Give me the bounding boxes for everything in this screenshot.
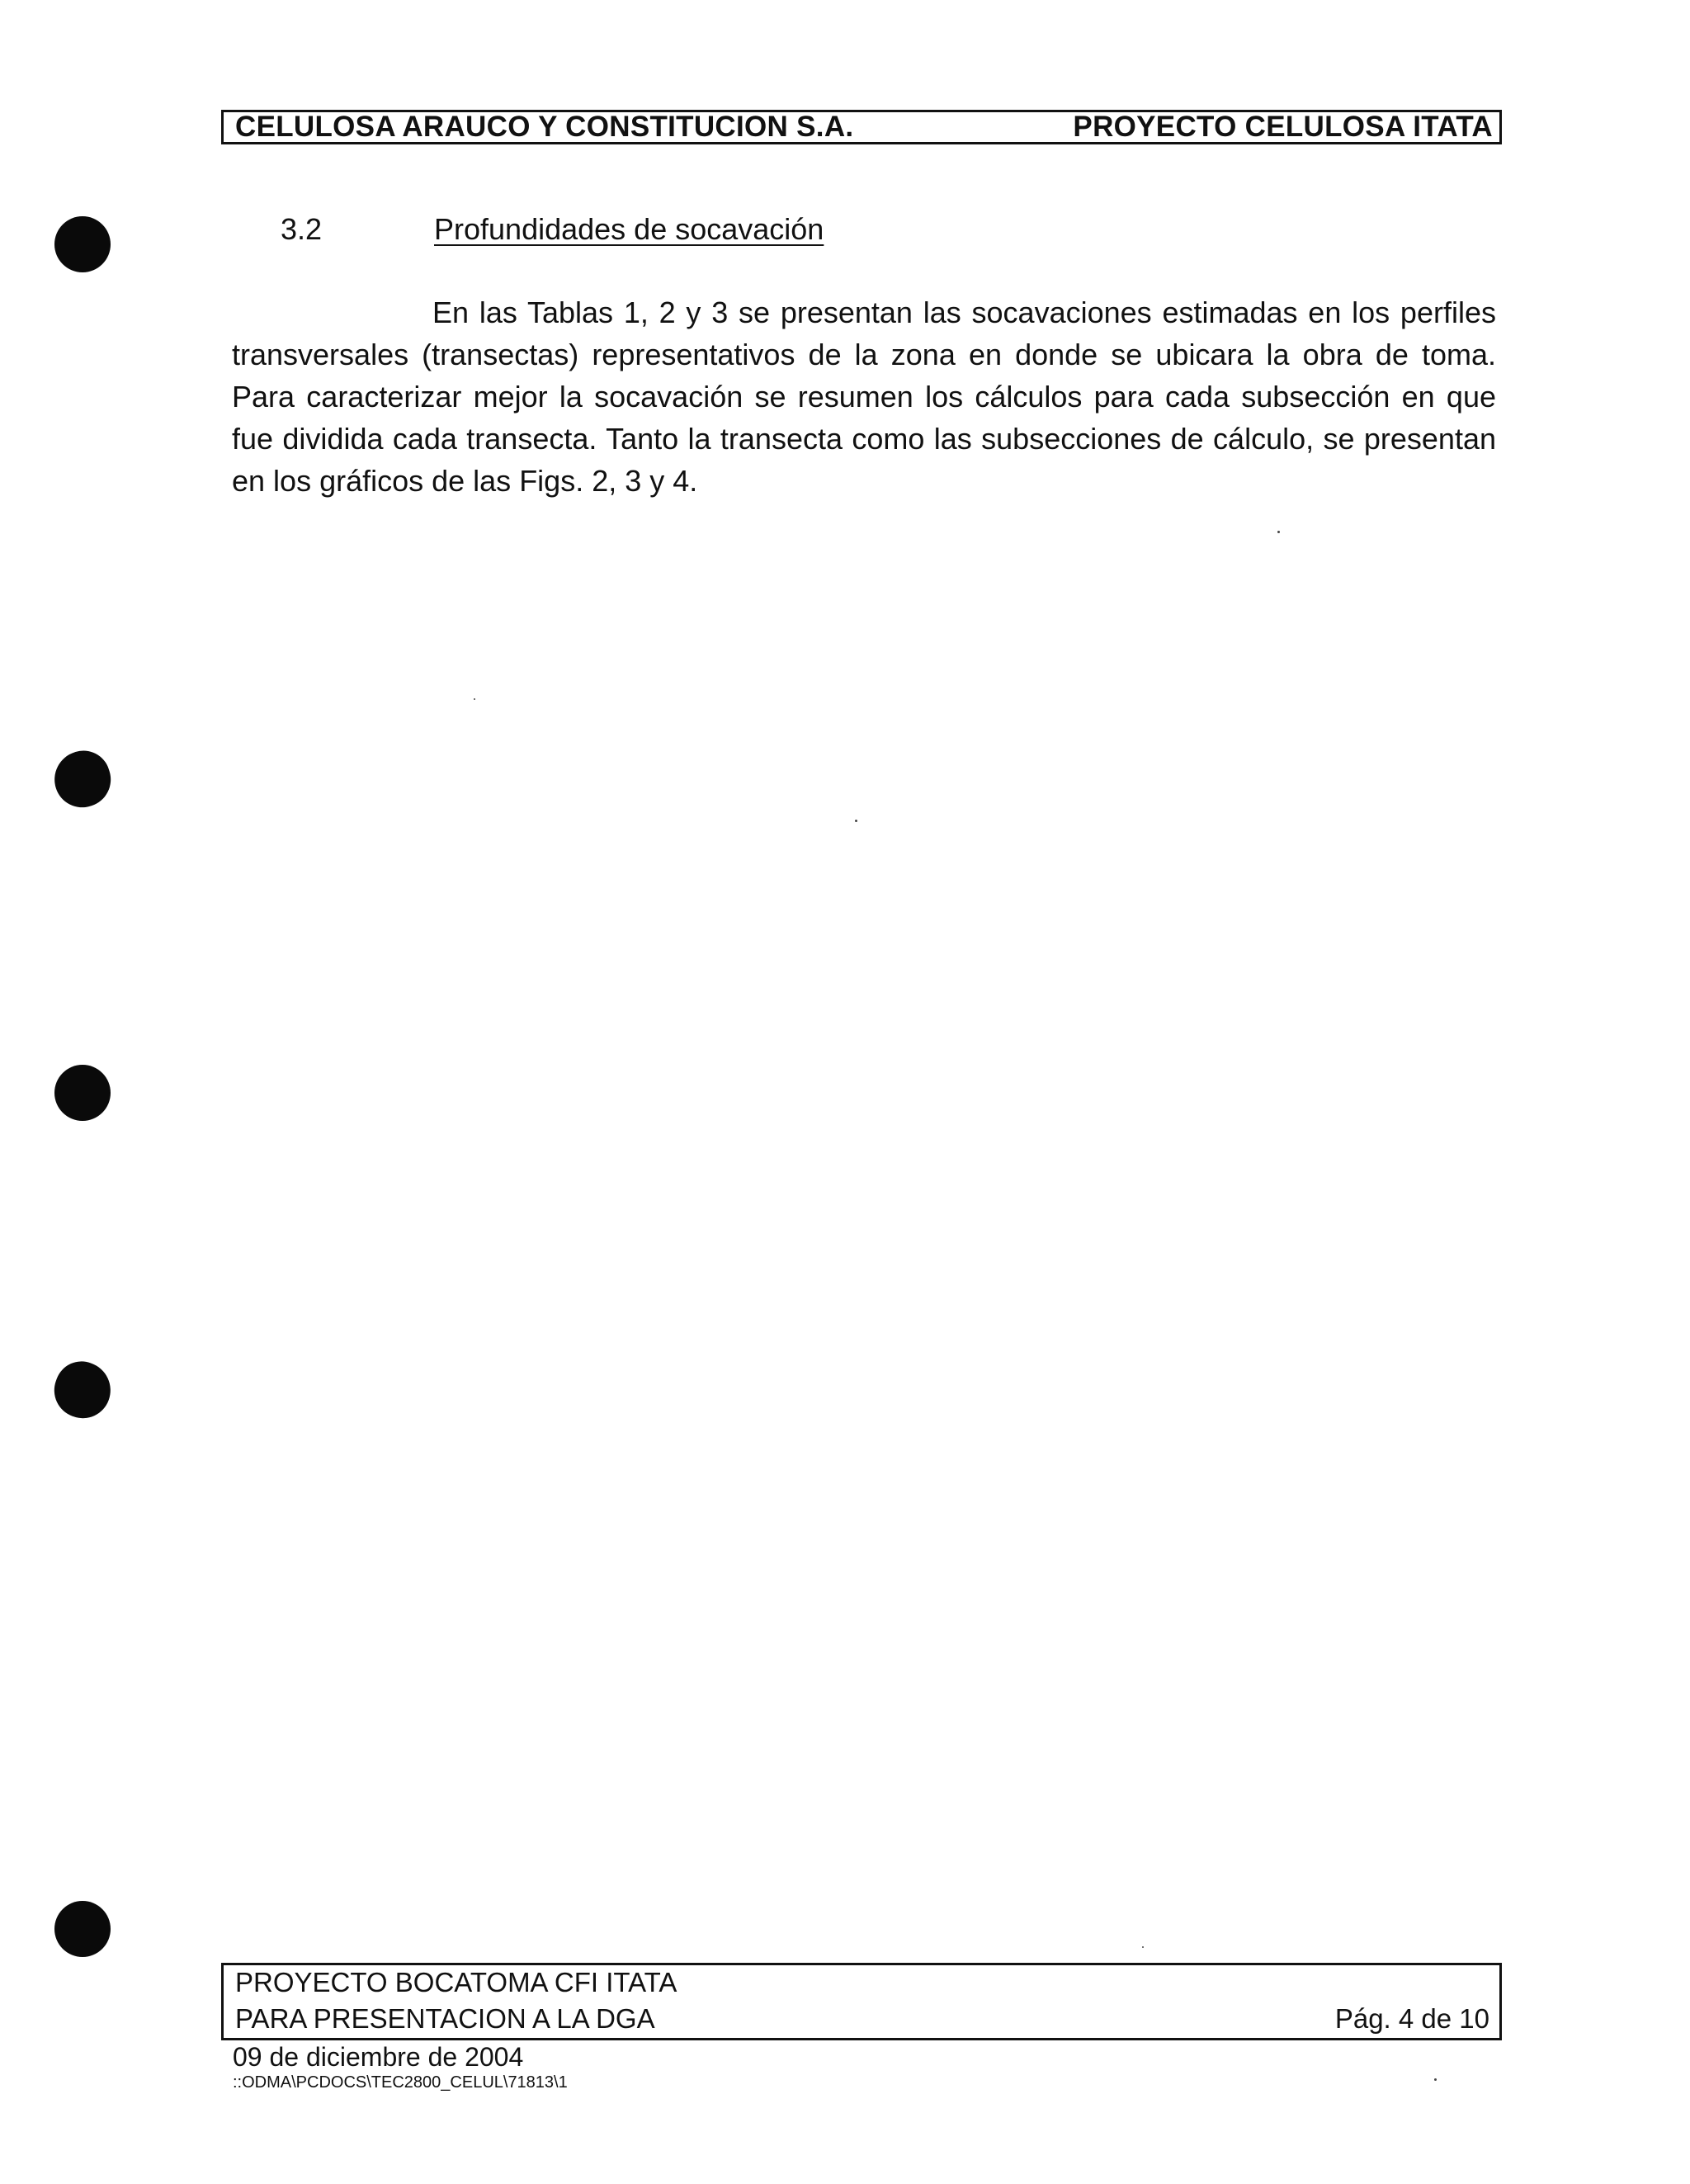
- footer-purpose: PARA PRESENTACION A LA DGA: [235, 2003, 655, 2034]
- scan-speck: [474, 698, 475, 700]
- scan-speck: [1277, 531, 1280, 533]
- footer-date: 09 de diciembre de 2004: [233, 2042, 524, 2072]
- footer-document-path: ::ODMA\PCDOCS\TEC2800_CELUL\71813\1: [233, 2073, 568, 2092]
- header-company: CELULOSA ARAUCO Y CONSTITUCION S.A.: [235, 111, 854, 143]
- punch-hole: [46, 1354, 118, 1425]
- footer-project-title: PROYECTO BOCATOMA CFI ITATA: [235, 1967, 677, 1997]
- section-title: Profundidades de socavación: [434, 212, 824, 246]
- punch-hole: [54, 1065, 111, 1121]
- punch-hole: [47, 744, 118, 815]
- body-paragraph: En las Tablas 1, 2 y 3 se presentan las socavaciones estimadas en los perfiles transversales (transectas) representativos de la zona en donde se ubicara la obra de toma. Para caracterizar mejor la socavación se resumen los cálculos para cada subsección en que fue dividida cada transecta. Tanto la transecta como las subsecciones de cálculo, se presentan en los gráficos de las Figs. 2, 3 y 4.: [232, 295, 1496, 498]
- punch-hole: [54, 216, 111, 272]
- header-project: PROYECTO CELULOSA ITATA: [1073, 111, 1493, 143]
- page-header: [221, 110, 1502, 144]
- page-number: Pág. 4 de 10: [1334, 2003, 1489, 2034]
- page-footer: [221, 1963, 1502, 2040]
- scan-speck: [1434, 2078, 1437, 2081]
- section-number: 3.2: [281, 212, 323, 246]
- scan-speck: [1142, 1946, 1144, 1948]
- punch-hole: [54, 1901, 111, 1957]
- scan-speck: [855, 820, 857, 822]
